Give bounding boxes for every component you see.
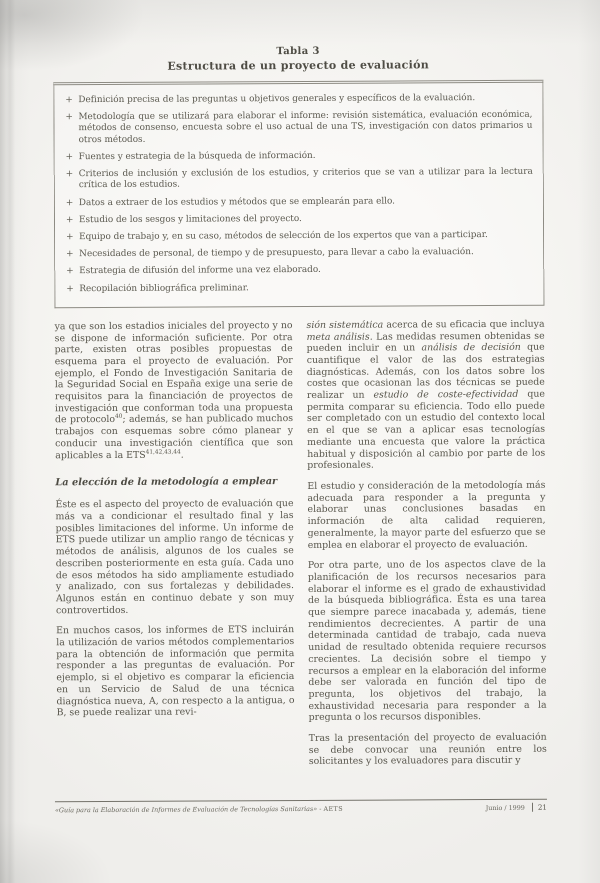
page-number: 21 bbox=[532, 803, 547, 812]
plus-bullet: + bbox=[66, 266, 74, 277]
plus-bullet: + bbox=[65, 152, 74, 163]
paragraph: sión sistemática acerca de su eficacia que incluya meta análisis. Las medidas resumen obtenidas se pueden incluir en un análisis de decisión que cuantifique el valor de las dos estrategias diagnósticas. Además, con los datos sobre los costes que ocasionan las dos técnicas se puede realizar un estudio de coste-efectividad que permita comparar su eficiencia. Todo ello puede ser completado con un estudio del contexto local en el que se van a aplicar esas tecnologías mediante una encuesta que valore la práctica habitual y disposición al cambio por parte de los profesionales. bbox=[306, 318, 546, 472]
reference-superscript: 40 bbox=[115, 414, 123, 421]
footer-doc-title: «Guía para la Elaboración de Informes de Evaluación de Tecnologías Sanitarias» bbox=[54, 804, 318, 815]
table-item-text: Estudio de los sesgos y limitaciones del proyecto. bbox=[78, 213, 302, 225]
plus-bullet: + bbox=[66, 232, 74, 243]
table-item-text: Fuentes y estrategia de la búsqueda de información. bbox=[78, 150, 316, 163]
table-item-text: Metodología que se utilizará para elaborar el informe: revisión sistemática, evaluación económica, métodos de consenso, encuesta sobre el uso actual de una TS, investigación con datos primarios u otros métodos. bbox=[78, 109, 533, 145]
plus-bullet: + bbox=[65, 197, 74, 208]
paragraph: Tras la presentación del proyecto de evaluación se debe convocar una reunión entre los solicitantes y los evaluadores para discutir y bbox=[308, 731, 547, 768]
body-columns bbox=[55, 319, 547, 779]
table-item-text: Equipo de trabajo y, en su caso, métodos de selección de los expertos que van a participar. bbox=[79, 229, 488, 243]
plus-bullet: + bbox=[65, 112, 73, 123]
table-box bbox=[53, 80, 544, 308]
section-heading: La elección de la metodología a emplear bbox=[55, 476, 278, 489]
plus-bullet: + bbox=[65, 95, 73, 106]
table-item bbox=[63, 281, 533, 295]
table-item-text: Recopilación bibliográfica preliminar. bbox=[79, 282, 249, 294]
table-item bbox=[63, 167, 533, 192]
table-item bbox=[63, 150, 533, 164]
plus-bullet: + bbox=[66, 249, 74, 260]
paragraph: Éste es el aspecto del proyecto de evaluación que más va a condicionar el resultado final y las posibles limitaciones del informe. Un informe de ETS puede utilizar un amplio rango de técnicas y métodos de análisis, algunos de los cuales se describen posteriormente en esta guía. Cada uno de esos métodos ha sido ampliamente estudiado y analizado, con sus fortalezas y debilidades. Algunos están en continuo debate y son muy controvertidos. bbox=[55, 498, 295, 616]
paragraph: En muchos casos, los informes de ETS incluirán la utilización de varios métodos complementarios para la obtención de información que permita responder a las preguntas de evaluación. Por ejemplo, si el objetivo es comparar la eficiencia en un Servicio de Salud de una técnica diagnóstica nueva, A, con respecto a la antigua, o B, se puede realizar una revi- bbox=[56, 624, 295, 719]
table-item-text: Criterios de inclusión y exclusión de los estudios, y criterios que se van a utilizar para la lectura crítica de los estudios. bbox=[78, 166, 533, 191]
right-column bbox=[307, 319, 547, 778]
footer-right bbox=[486, 803, 547, 812]
plus-bullet: + bbox=[66, 283, 74, 294]
table-item bbox=[62, 93, 532, 107]
table-item-text: Necesidades de personal, de tiempo y de presupuesto, para llevar a cabo la evaluación. bbox=[79, 247, 474, 260]
table-item-text: Datos a extraer de los estudios y métodos que se emplearán para ello. bbox=[78, 196, 396, 208]
table-item bbox=[63, 264, 533, 278]
table-label: Tabla 3 bbox=[276, 45, 320, 58]
footer-org: AETS bbox=[323, 804, 343, 813]
table-item bbox=[63, 195, 533, 209]
table-item bbox=[62, 110, 532, 146]
table-item bbox=[63, 247, 533, 261]
left-column bbox=[55, 320, 295, 779]
plus-bullet: + bbox=[65, 214, 74, 225]
footer-separator: - bbox=[319, 804, 322, 813]
reference-superscript: 41,42,43,44 bbox=[145, 449, 181, 456]
footer-left bbox=[55, 805, 343, 815]
table-item bbox=[63, 230, 533, 244]
paragraph: El estudio y consideración de la metodología más adecuada para responder a la pregunta y elaborar unas conclusiones basadas en información de alta calidad requieren, generalmente, la mayor parte del esfuerzo que se emplea en elaborar el proyecto de evaluación. bbox=[307, 479, 546, 551]
footer-date: Junio / 1999 bbox=[485, 803, 525, 813]
table-item-text: Estrategia de difusión del informe una vez elaborado. bbox=[79, 265, 321, 277]
plus-bullet: + bbox=[65, 169, 74, 180]
paragraph: Por otra parte, uno de los aspectos clave de la planificación de los recursos necesarios para elaborar el informe es el grado de exhaustividad de la búsqueda bibliográfica. Ésta es una tarea que siempre parece inacabada y, además, tiene rendimientos decrecientes. A partir de una determinada cantidad de trabajo, cada nueva unidad de resultado obtenida requiere recursos crecientes. La decisión sobre el tiempo y recursos a emplear en la elaboración del informe debe ser valorada en función del tipo de pregunta, los objetivos del trabajo, la exhaustividad necesaria para responder a la pregunta o los recursos disponibles. bbox=[307, 558, 547, 724]
table-caption bbox=[53, 45, 543, 74]
table-title: Estructura de un proyecto de evaluación bbox=[167, 58, 430, 73]
table-item-text: Definición precisa de las preguntas u objetivos generales y específicos de la evaluación. bbox=[78, 93, 476, 106]
page-footer bbox=[55, 799, 547, 815]
paragraph: ya que son los estadios iniciales del proyecto y no se dispone de información suficiente. Por otra parte, existen otras posibles propuestas de esquema para el proyecto de evaluación. Por ejemplo, el Fondo de Investigación Sanitaria de la Seguridad Social en España exige una serie de requisitos para la financiación de proyectos de investigación que conforman toda una propuesta de protocolo$^{40}$; además, se han publicado muchos trabajos con esquemas sobre cómo planear y conducir una investigación científica que son aplicables a la ETS$^{41,42,43,44}$. bbox=[54, 319, 294, 461]
page-content bbox=[53, 45, 547, 779]
table-item bbox=[63, 213, 533, 227]
